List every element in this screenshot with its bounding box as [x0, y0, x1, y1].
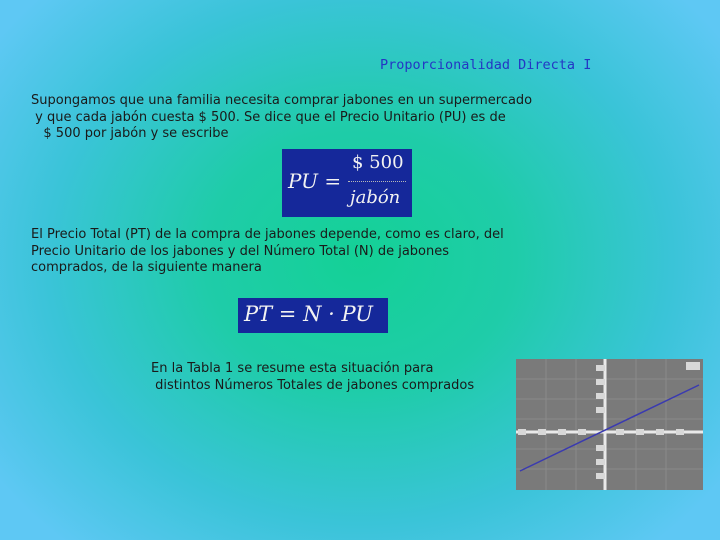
unit-price-formula: [282, 149, 412, 217]
formula-numerator: $ 500: [352, 152, 404, 173]
proportionality-graph-image: [516, 359, 703, 490]
total-price-paragraph: El Precio Total (PT) de la compra de jabones depende, como es claro, del Precio Unitario de los jabones y del Número Total (N) de jabones comprados, de la siguiente manera: [31, 227, 504, 275]
total-price-formula: [238, 298, 388, 333]
intro-paragraph: Supongamos que una familia necesita comprar jabones en un supermercado y que cada jabón cuesta $ 500. Se dice que el Precio Unitario (PU) es de $ 500 por jabón y se escribe: [31, 93, 533, 141]
table-reference-paragraph: En la Tabla 1 se resume esta situación para distintos Números Totales de jabones comprados: [151, 361, 475, 393]
formula-lhs: PU =: [288, 169, 342, 193]
slide-title: Proporcionalidad Directa I: [380, 57, 592, 73]
formula-expression: PT = N · PU: [244, 302, 373, 326]
formula-denominator: jabón: [350, 187, 401, 208]
fraction-bar: [348, 181, 406, 182]
